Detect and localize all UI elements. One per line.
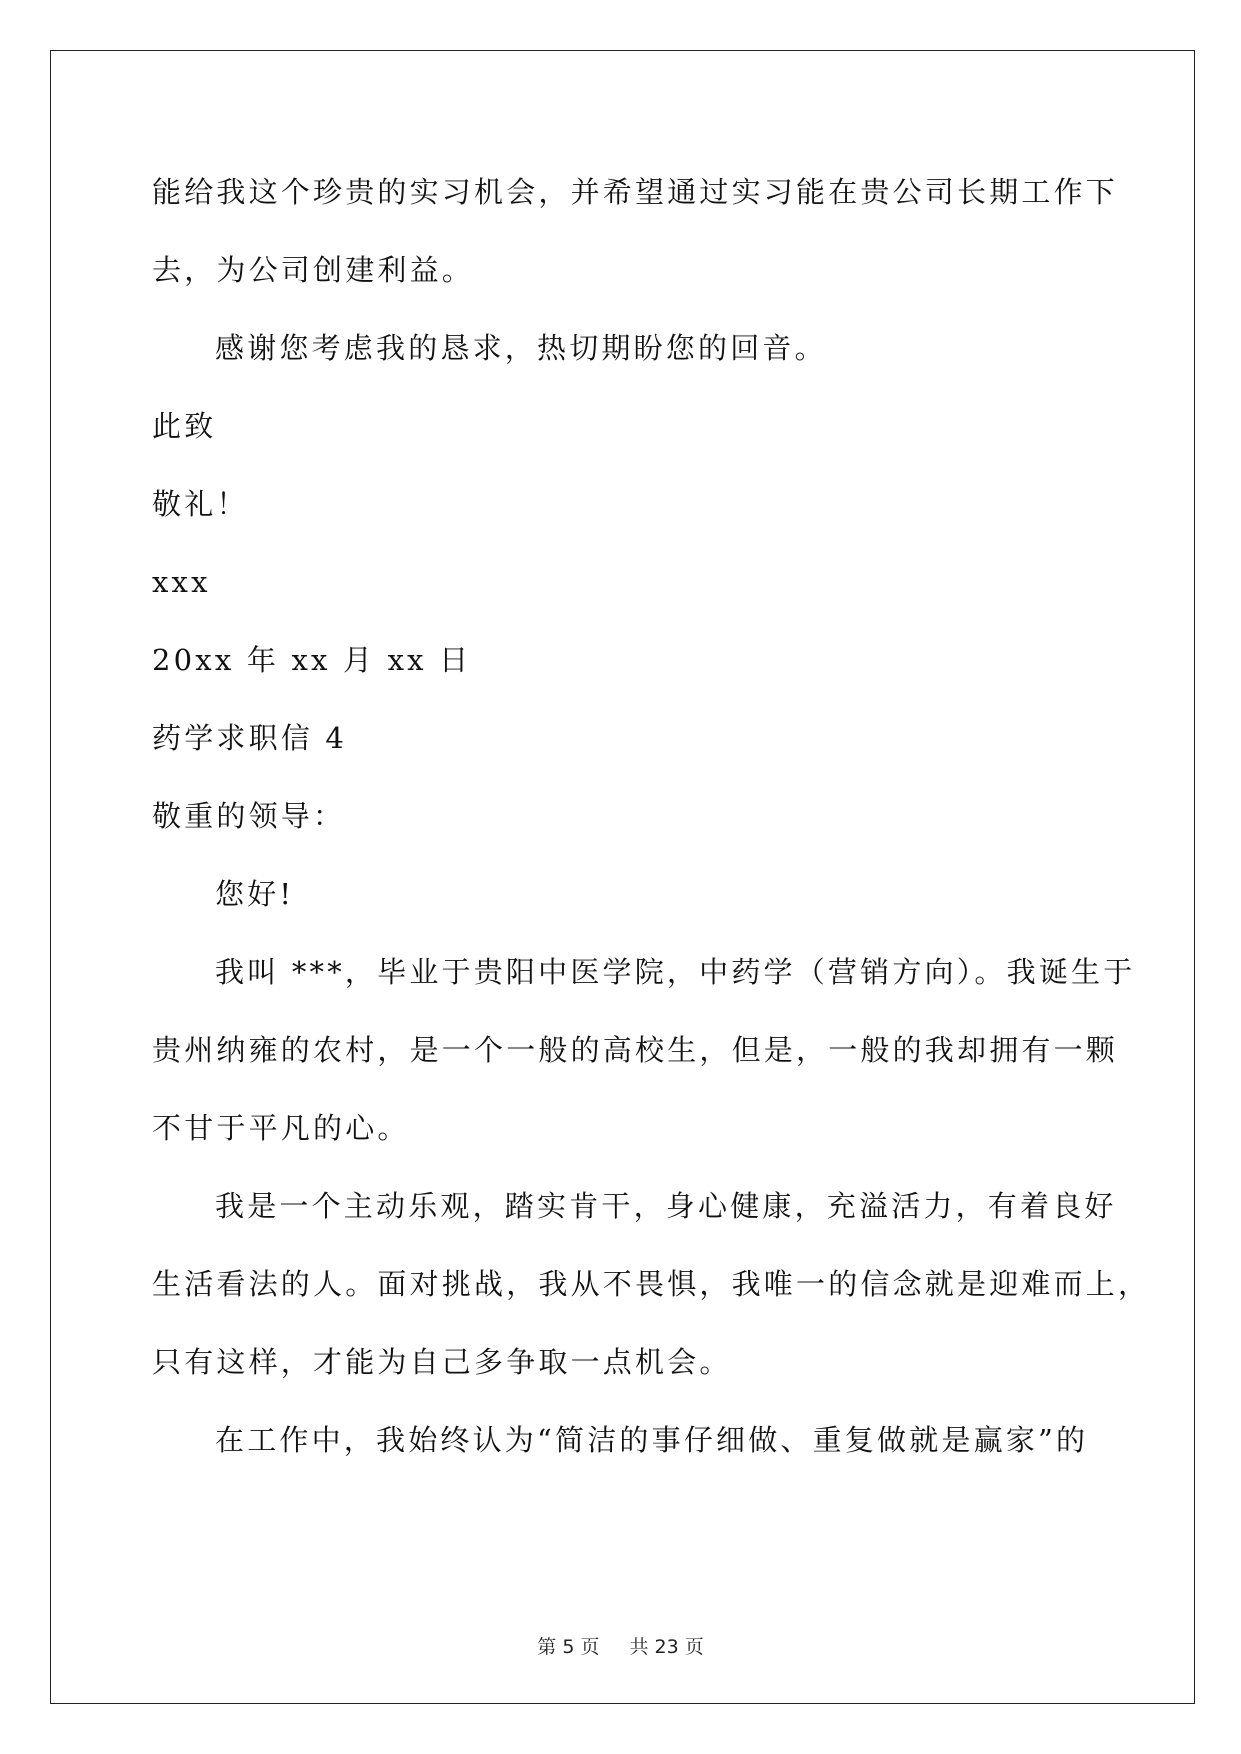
greeting-recipient: 敬重的领导： <box>152 799 346 833</box>
text-line: 去，为公司创建利益。 <box>152 253 475 287</box>
text-line: 在工作中，我始终认为“简洁的事仔细做、重复做就是赢家”的 <box>215 1423 1089 1457</box>
text-line: 生活看法的人。面对挑战，我从不畏惧，我唯一的信念就是迎难而上， <box>152 1267 1151 1301</box>
text-line: 我叫 ***，毕业于贵阳中医学院，中药学（营销方向）。我诞生于 <box>215 955 1136 989</box>
text-line: 感谢您考虑我的恳求，热切期盼您的回音。 <box>215 331 827 365</box>
greeting: 您好! <box>215 877 295 911</box>
text-line: 我是一个主动乐观，踏实肯干，身心健康，充溢活力，有着良好 <box>215 1189 1117 1223</box>
page-number: 第 5 页 <box>537 1636 600 1658</box>
text-line: 能给我这个珍贵的实习机会，并希望通过实习能在贵公司长期工作下 <box>152 175 1119 209</box>
text-line: 不甘于平凡的心。 <box>152 1111 410 1145</box>
section-heading: 药学求职信 4 <box>152 721 348 755</box>
page-footer <box>0 1632 1241 1659</box>
signature-name: xxx <box>152 565 211 599</box>
salutation-line: 敬礼！ <box>152 487 249 521</box>
closing-line: 此致 <box>152 409 217 443</box>
signature-date: 20xx 年 xx 月 xx 日 <box>152 643 472 677</box>
text-line: 只有这样，才能为自己多争取一点机会。 <box>152 1345 732 1379</box>
page-total: 共 23 页 <box>629 1636 704 1658</box>
text-line: 贵州纳雍的农村，是一个一般的高校生，但是，一般的我却拥有一颗 <box>152 1033 1119 1067</box>
